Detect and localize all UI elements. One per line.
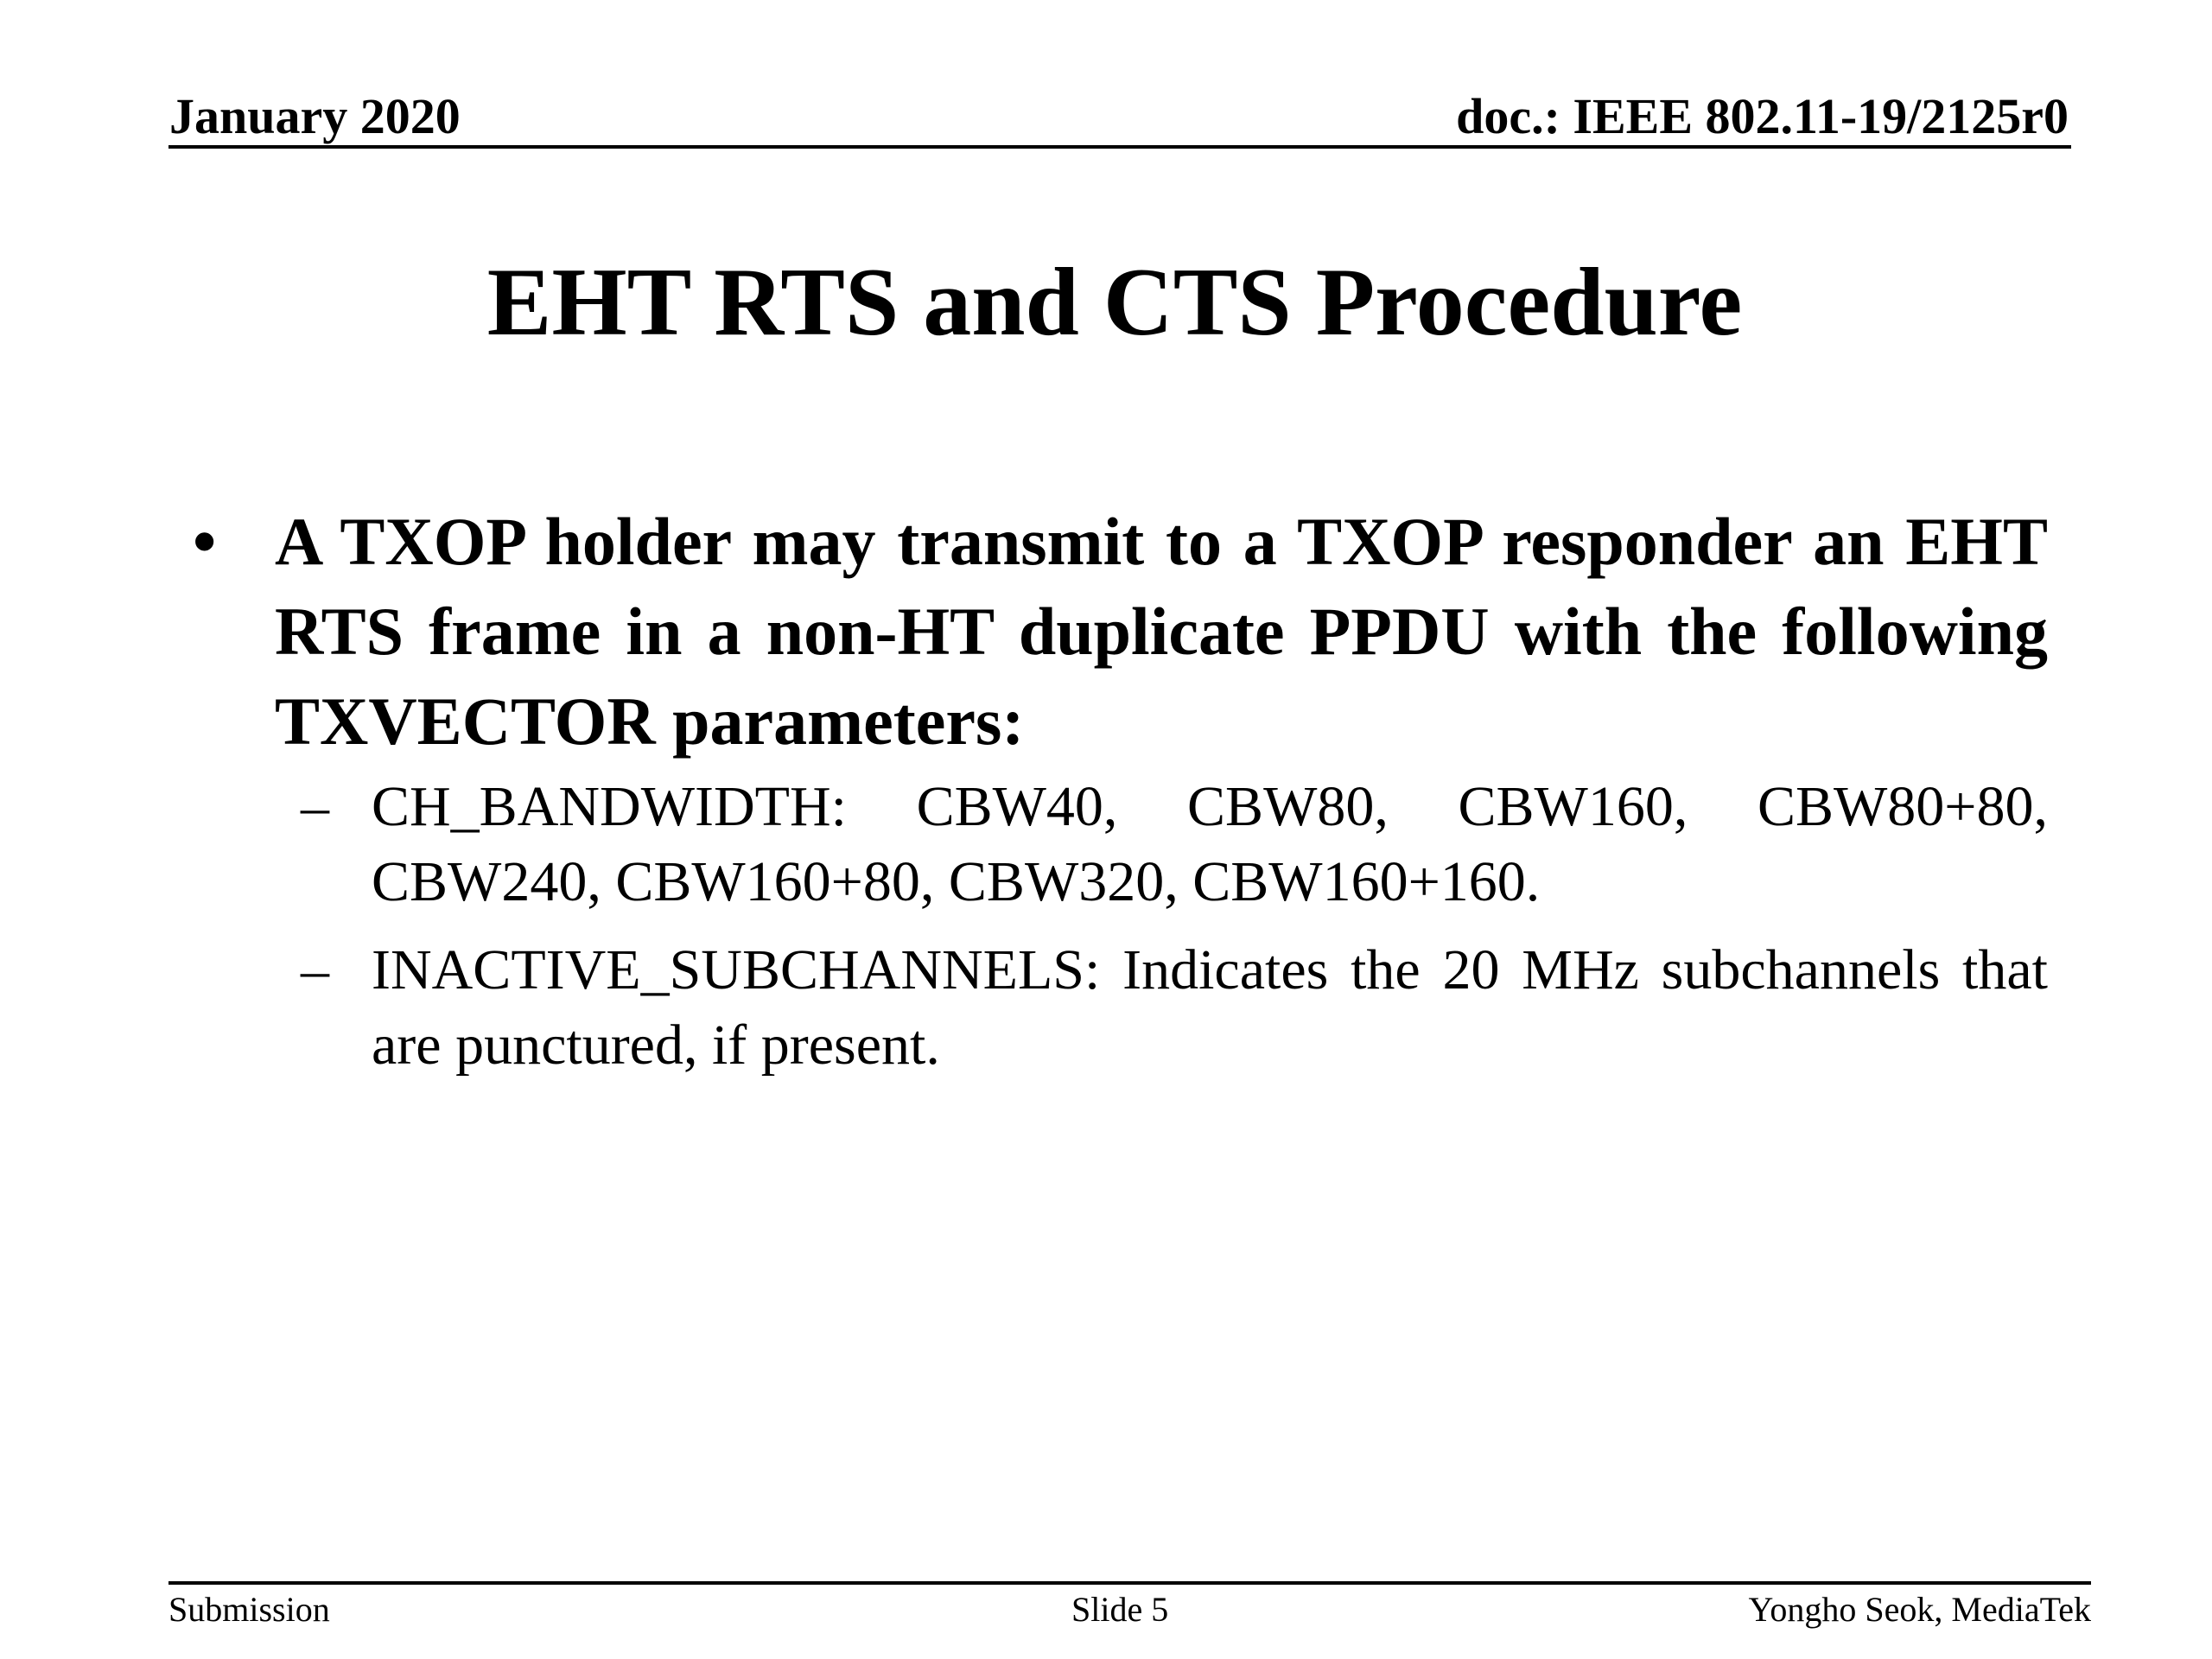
bullet-text: A TXOP holder may transmit to a TXOP responder an EHT RTS frame in a non-HT duplicate PPDU with the following TXVECTOR parameters:: [275, 504, 2048, 759]
bullet-item: [186, 497, 2048, 766]
sub-bullet-item: [186, 932, 2048, 1083]
footer-divider: [168, 1581, 2091, 1585]
sub-bullet-marker: –: [301, 938, 329, 1001]
slide-body: [186, 497, 2048, 1096]
footer-author: Yongho Seok, MediaTek: [1748, 1590, 2091, 1629]
sub-bullet-list: [186, 769, 2048, 1083]
header-doc-id: doc.: IEEE 802.11-19/2125r0: [1456, 88, 2069, 144]
header-divider: [168, 145, 2071, 149]
footer-slide-number: Slide 5: [1071, 1590, 1169, 1629]
bullet-marker: •: [193, 504, 217, 579]
sub-bullet-item: [186, 769, 2048, 919]
sub-bullet-marker: –: [301, 775, 329, 838]
slide-title: EHT RTS and CTS Procedure: [486, 249, 1743, 356]
sub-bullet-text: CH_BANDWIDTH: CBW40, CBW80, CBW160, CBW80+80, CBW240, CBW160+80, CBW320, CBW160+160.: [372, 775, 2048, 913]
footer-submission: Submission: [168, 1590, 330, 1629]
sub-bullet-text: INACTIVE_SUBCHANNELS: Indicates the 20 MHz subchannels that are punctured, if present.: [372, 938, 2048, 1077]
header-date: January 2020: [169, 88, 461, 144]
